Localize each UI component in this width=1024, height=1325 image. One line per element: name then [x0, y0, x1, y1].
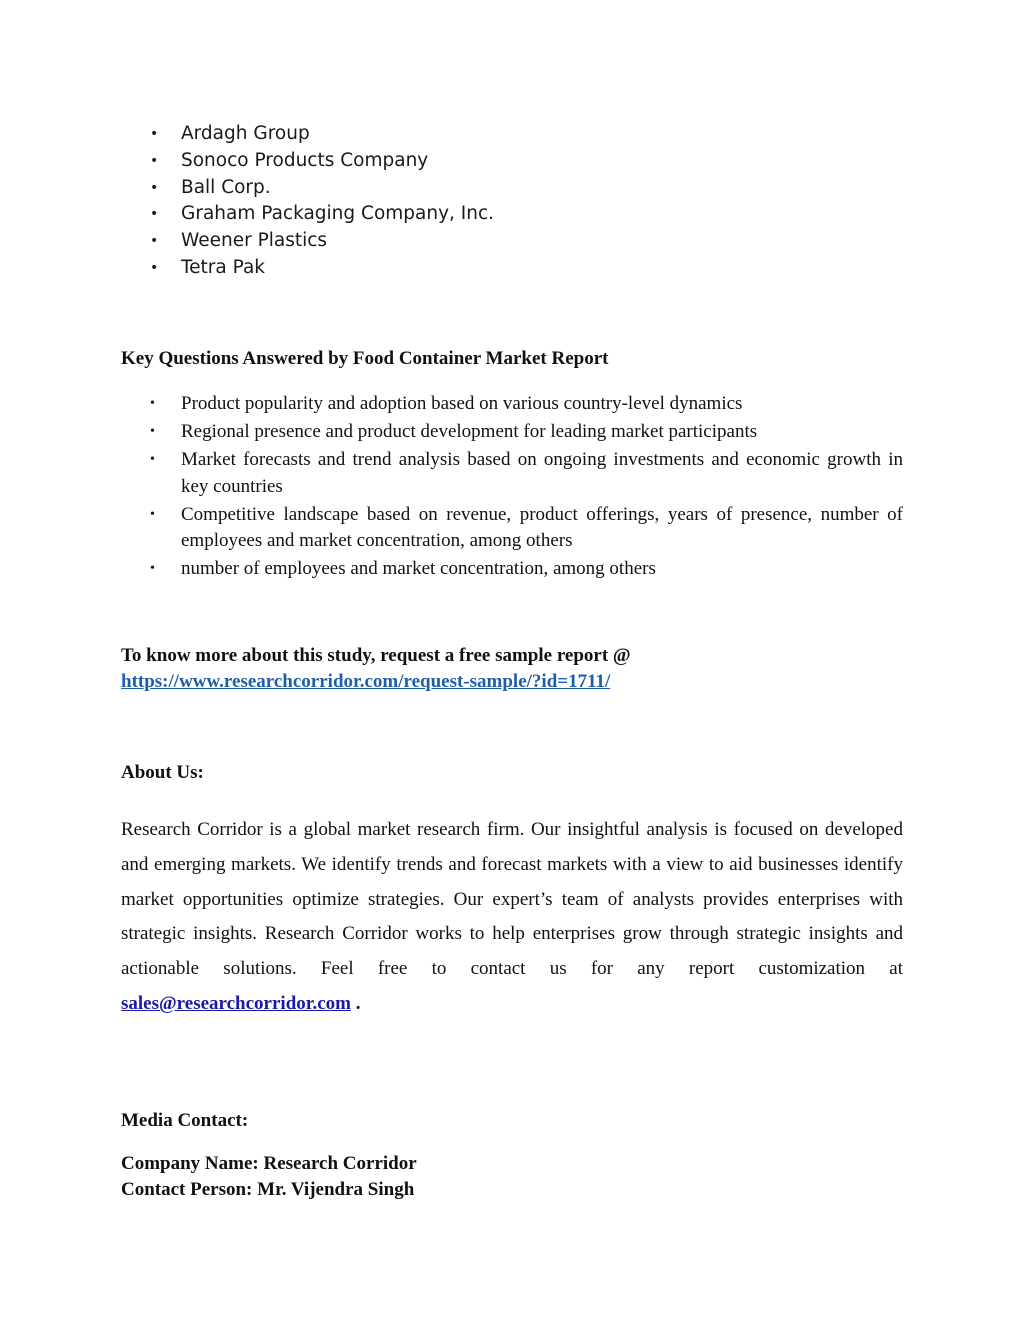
list-item: • number of employees and market concentration, among others — [150, 556, 903, 583]
bullet-icon: • — [150, 506, 155, 522]
company-name-line: Company Name: Research Corridor — [121, 1153, 417, 1174]
bullet-icon: • — [150, 179, 159, 196]
bullet-icon: • — [150, 561, 155, 576]
bullet-icon: • — [150, 396, 155, 411]
list-item: • Regional presence and product development for leading market participants — [150, 419, 903, 446]
list-item: • Weener Plastics — [150, 228, 494, 255]
list-item: • Competitive landscape based on revenue, product offerings, years of presence, number of employees and market concentration, among others — [150, 503, 903, 551]
list-item: • Market forecasts and trend analysis based on ongoing investments and economic growth in key countries — [150, 449, 903, 497]
bullet-icon: • — [150, 424, 155, 439]
email-link[interactable]: sales@researchcorridor.com — [121, 992, 351, 1014]
key-questions-list — [150, 391, 903, 584]
sample-request-text: To know more about this study, request a free sample report @ — [121, 645, 631, 666]
contact-person-line: Contact Person: Mr. Vijendra Singh — [121, 1179, 415, 1200]
company-list — [150, 121, 494, 282]
about-heading: About Us: — [121, 762, 204, 783]
bullet-icon: • — [150, 152, 159, 169]
sample-request-link[interactable]: https://www.researchcorridor.com/request-sample/?id=1711/ — [121, 671, 611, 692]
key-questions-heading: Key Questions Answered by Food Container Market Report — [121, 348, 609, 369]
trailing-period: . — [355, 992, 361, 1014]
list-item: • Graham Packaging Company, Inc. — [150, 201, 494, 228]
list-item: • Ball Corp. — [150, 175, 494, 202]
list-item: • Ardagh Group — [150, 121, 494, 148]
bullet-icon: • — [150, 452, 155, 467]
bullet-icon: • — [150, 126, 159, 142]
about-body-text: Research Corridor is a global market research firm. Our insightful analysis is focused on developed and emerging markets. We identify trends and forecast markets with a view to aid businesses identify market opportunities optimize strategies. Our expert’s team of analysts provides enterprises with strategic insights. Research Corridor works to help enterprises grow through strategic insights and actionable solutions. Feel free to contact us for any report customization at — [121, 819, 903, 980]
list-item: • Product popularity and adoption based on various country-level dynamics — [150, 391, 903, 418]
media-contact-heading: Media Contact: — [121, 1110, 249, 1131]
bullet-icon: • — [150, 233, 159, 250]
list-item: • Tetra Pak — [150, 255, 494, 282]
list-item: • Sonoco Products Company — [150, 148, 494, 175]
bullet-icon: • — [150, 206, 159, 223]
bullet-icon: • — [150, 259, 159, 276]
about-body — [121, 813, 903, 1022]
